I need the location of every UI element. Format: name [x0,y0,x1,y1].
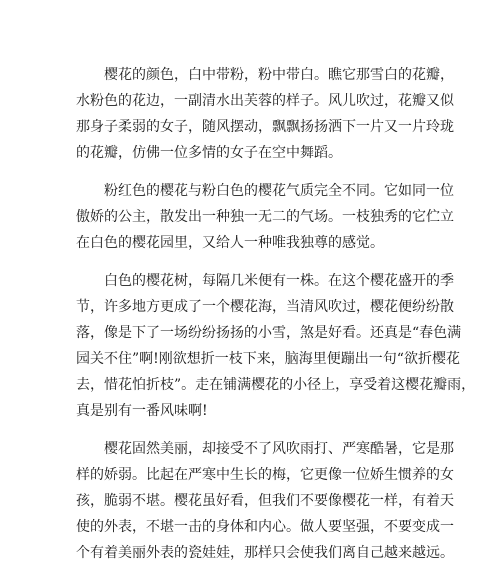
text-line: 樱花的颜色，白中带粉，粉中带白。瞧它那雪白的花瓣， [76,67,454,83]
text-line: 水粉色的花边，一副清水出芙蓉的样子。风儿吹过，花瓣又似 [76,93,454,109]
text-line: 园关不住”啊!刚欲想折一枝下来，脑海里便蹦出一句“欲折樱花 [76,351,460,367]
text-line: 去，惜花怕折枝”。走在铺满樱花的小径上，享受着这樱花瓣雨， [76,377,476,393]
paragraph-2 [76,178,454,256]
text-line: 真是别有一番风味啊! [76,403,208,419]
article-body [76,62,476,578]
text-line: 个有着美丽外表的瓷娃娃，那样只会使我们离自己越来越远。 [76,545,454,561]
text-line: 节，许多地方更成了一个樱花海，当清风吹过，樱花便纷纷散 [76,299,454,315]
text-line: 粉红色的樱花与粉白色的樱花气质完全不同。它如同一位 [76,183,454,199]
text-line: 在白色的樱花园里，又给人一种唯我独尊的感觉。 [76,235,384,251]
paragraph-1 [76,62,454,166]
text-line: 那身子柔弱的女子，随风摆动，飘飘扬扬洒下一片又一片玲珑 [76,119,454,135]
text-line: 白色的樱花树，每隔几米便有一株。在这个樱花盛开的季 [76,273,454,289]
text-line: 样的娇弱。比起在严寒中生长的梅，它更像一位娇生惯养的女 [76,467,454,483]
text-line: 的花瓣，仿佛一位多情的女子在空中舞蹈。 [76,145,342,161]
text-line: 落，像是下了一场纷纷扬扬的小雪，煞是好看。还真是“春色满 [76,325,462,341]
text-line: 傲娇的公主，散发出一种独一无二的气场。一枝独秀的它伫立 [76,209,454,225]
paragraph-4 [76,436,454,566]
text-line: 使的外表，不堪一击的身体和内心。做人要坚强，不要变成一 [76,519,454,535]
text-line: 樱花固然美丽，却接受不了风吹雨打、严寒酷暑，它是那 [76,441,454,457]
text-line: 孩，脆弱不堪。樱花虽好看，但我们不要像樱花一样，有着天 [76,493,454,509]
paragraph-3 [76,268,476,424]
